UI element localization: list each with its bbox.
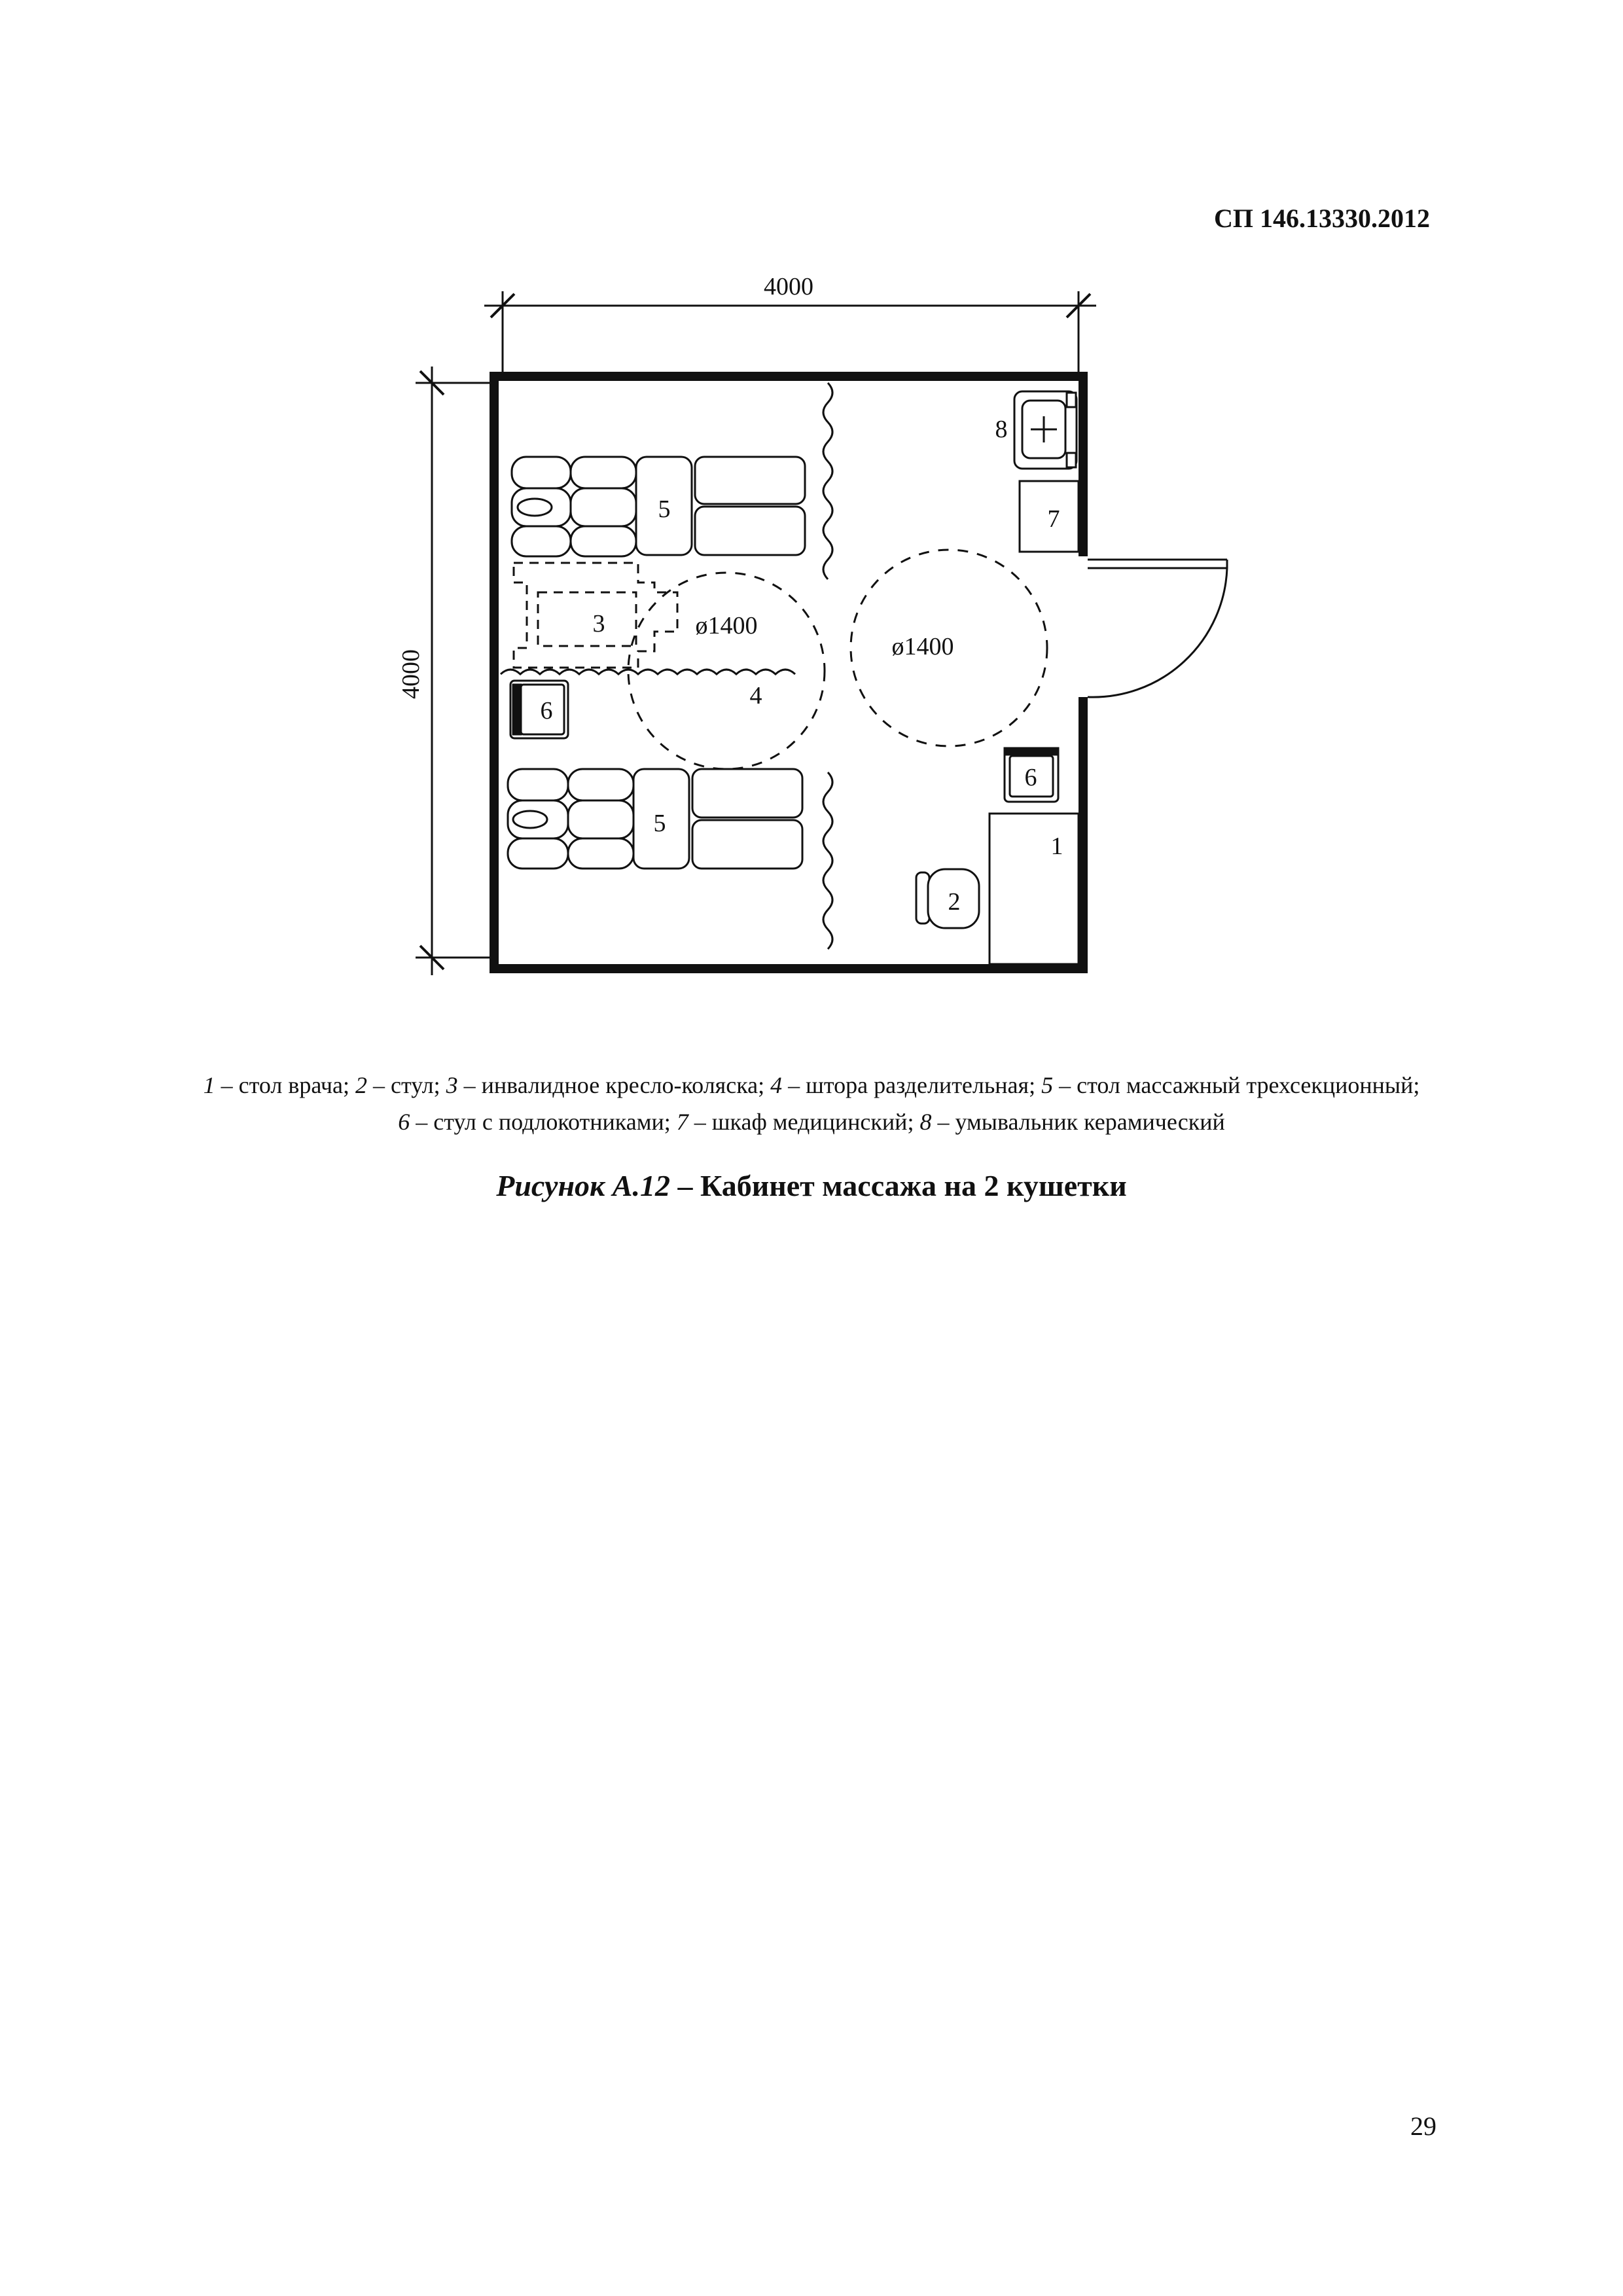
legend-num-4: 4: [770, 1072, 783, 1098]
caption-dash: –: [677, 1169, 693, 1202]
legend-num-6: 6: [398, 1109, 410, 1135]
turning-circle-left: [628, 573, 825, 769]
legend-num-7: 7: [676, 1109, 688, 1135]
curtain-horizontal: [501, 670, 795, 674]
armchair-left: [510, 681, 568, 738]
legend-text-2: стул: [391, 1072, 434, 1098]
tag-8: 8: [995, 416, 1008, 443]
tag-5-top: 5: [658, 495, 671, 523]
dimension-width: [484, 291, 1096, 376]
dimension-height: [416, 367, 497, 975]
legend-num-8: 8: [919, 1109, 932, 1135]
dimension-width-label: 4000: [764, 273, 813, 300]
legend-text-4: штора разделительная: [806, 1072, 1029, 1098]
curtain-vertical-bottom: [823, 772, 832, 949]
floor-plan: [0, 0, 1623, 1021]
tag-6-left: 6: [540, 697, 553, 725]
legend: 1 – стол врача; 2 – стул; 3 – инвалидное кресло-коляска; 4 – штора разделительная; 5 – стол массажный трехсекционный; 6 – стул с подлокотниками; 7 – шкаф медицинский; 8 – умывальник керамический: [203, 1072, 1420, 1135]
figure-caption: [196, 1168, 1427, 1203]
caption-label: Рисунок А.12: [496, 1169, 670, 1202]
legend-text-5: стол массажный трехсекционный: [1077, 1072, 1414, 1098]
tag-6-right: 6: [1024, 764, 1037, 791]
circle-diameter-right: ø1400: [891, 633, 954, 660]
legend-num-2: 2: [355, 1072, 367, 1098]
tag-3: 3: [592, 610, 605, 637]
tag-7: 7: [1047, 505, 1060, 533]
door: [1088, 560, 1227, 697]
circle-diameter-left: ø1400: [695, 612, 758, 639]
legend-text-1: стол врача: [238, 1072, 343, 1098]
legend-num-1: 1: [203, 1072, 215, 1098]
page-number: 29: [1410, 2111, 1436, 2141]
doctor-desk: [990, 814, 1079, 964]
legend-text-6: стул с подлокотниками: [433, 1109, 664, 1135]
curtain-vertical-top: [823, 383, 832, 579]
caption-title: Кабинет массажа на 2 кушетки: [700, 1169, 1127, 1202]
tag-1: 1: [1050, 833, 1063, 860]
legend-num-5: 5: [1041, 1072, 1054, 1098]
legend-text-3: инвалидное кресло-коляска: [481, 1072, 758, 1098]
tag-5-bottom: 5: [653, 810, 666, 837]
tag-2: 2: [948, 888, 961, 916]
legend-text-8: умывальник керамический: [955, 1109, 1225, 1135]
legend-text-7: шкаф медицинский: [711, 1109, 908, 1135]
tag-4: 4: [749, 682, 762, 709]
sink: [1014, 391, 1077, 469]
legend-num-3: 3: [446, 1072, 458, 1098]
document-code: СП 146.13330.2012: [1214, 204, 1430, 233]
dimension-height-label: 4000: [397, 649, 425, 699]
